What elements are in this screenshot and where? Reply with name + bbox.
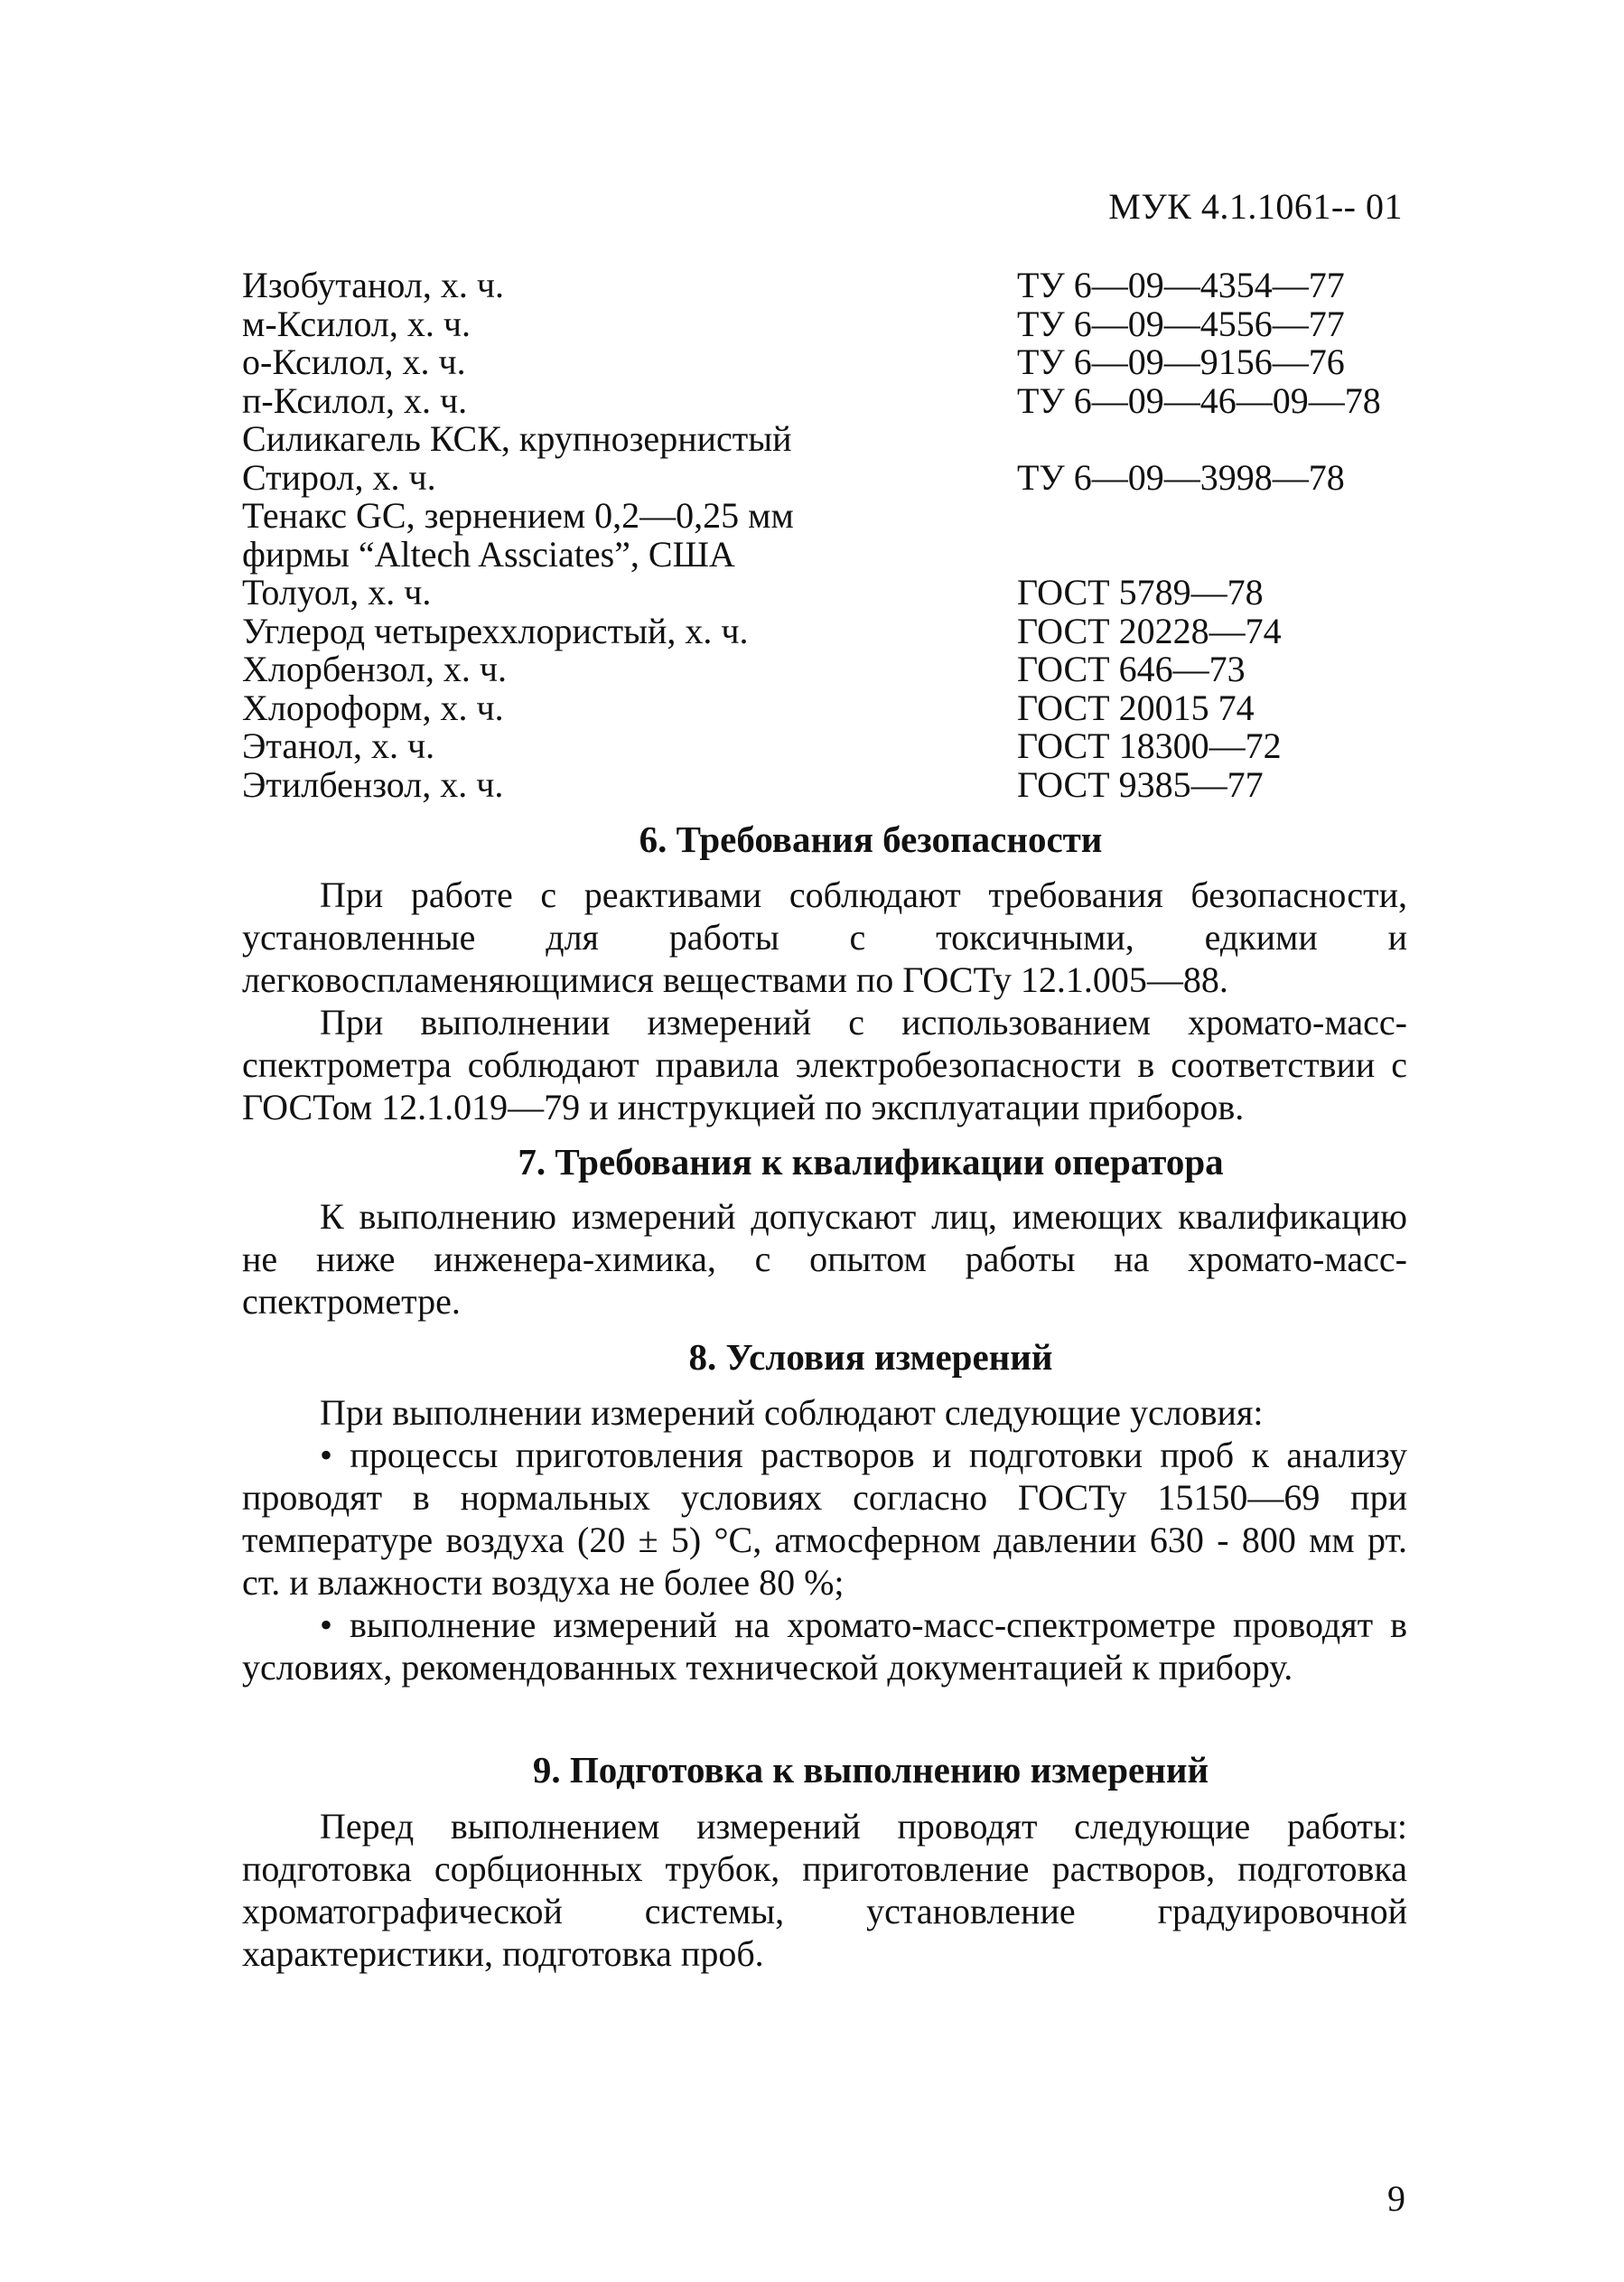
reagent-name: Толуол, х. ч.	[242, 572, 432, 613]
bullet-item: • процессы приготовления растворов и подготовки проб к анализу проводят в нормальных условиях согласно ГОСТу 15150—69 при температуре воздуха (20 ± 5) °С, атмосферном давлении 630 - 800 мм рт. ст. и влажности воздуха не более 80 %;	[242, 1435, 1407, 1603]
reagent-spec: ТУ 6—09—9156—76	[1017, 341, 1345, 382]
reagent-name: Тенакс GC, зернением 0,2—0,25 мм	[242, 495, 794, 536]
reagent-name: Стирол, х. ч.	[242, 456, 436, 498]
reagent-name: Изобутанол, х. ч.	[242, 265, 504, 305]
reagent-row	[242, 610, 1416, 651]
page-number: 9	[1387, 2178, 1405, 2219]
reagent-name: о-Ксилол, х. ч.	[242, 341, 466, 382]
section-heading-8: 8. Условия измерений	[688, 1336, 1053, 1378]
reagent-row	[242, 497, 1416, 536]
section-6-body	[242, 874, 1407, 1128]
reagent-name: м-Ксилол, х. ч.	[242, 303, 471, 344]
section-heading-9: 9. Подготовка к выполнению измерений	[532, 1749, 1209, 1791]
reagent-row	[242, 727, 1416, 766]
reagent-row	[242, 305, 1416, 344]
reagent-name: Этанол, х. ч.	[242, 725, 435, 766]
reagent-name: п-Ксилол, х. ч.	[242, 379, 468, 421]
reagent-row	[242, 456, 1416, 498]
section-7-body	[242, 1195, 1407, 1323]
reagent-row	[242, 343, 1416, 382]
section-8-body	[242, 1391, 1407, 1688]
paragraph: Перед выполнением измерений проводят следующие работы: подготовка сорбционных трубок, приготовление растворов, подготовка хроматографической системы, установление градуировочной характеристики, подготовка проб.	[242, 1806, 1407, 1974]
reagent-spec: ТУ 6—09—46—09—78	[1017, 379, 1381, 421]
reagent-name: Хлорбензол, х. ч.	[242, 649, 507, 689]
reagent-row	[242, 650, 1416, 689]
reagent-name: Этилбензол, х. ч.	[242, 763, 504, 805]
paragraph: При выполнении измерений соблюдают следующие условия:	[320, 1392, 1264, 1433]
reagent-spec: ГОСТ 646—73	[1017, 649, 1246, 689]
reagent-row	[242, 533, 1416, 575]
paragraph: К выполнению измерений допускают лиц, имеющих квалификацию не ниже инженера-химика, с опытом работы на хромато-масс-спектрометре.	[242, 1196, 1407, 1322]
reagent-spec: ГОСТ 20015 74	[1017, 687, 1255, 728]
reagent-row	[242, 574, 1416, 613]
reagent-spec: ГОСТ 18300—72	[1017, 725, 1282, 766]
reagent-spec: ТУ 6—09—3998—78	[1017, 456, 1345, 498]
reagent-row	[242, 763, 1416, 805]
reagent-spec: ГОСТ 5789—78	[1017, 572, 1264, 613]
reagent-spec: ТУ 6—09—4354—77	[1017, 265, 1345, 305]
paragraph: При работе с реактивами соблюдают требования безопасности, установленные для работы с токсичными, едкими и легковоспламеняющимися веществами по ГОСТу 12.1.005—88.	[242, 874, 1407, 1000]
section-heading-6: 6. Требования безопасности	[639, 818, 1103, 860]
reagent-name: Хлороформ, х. ч.	[242, 687, 504, 728]
reagent-spec: ГОСТ 20228—74	[1017, 610, 1282, 651]
reagent-row	[242, 420, 1416, 459]
section-heading-7: 7. Требования к квалификации оператора	[518, 1141, 1224, 1183]
reagent-row	[242, 267, 1416, 305]
bullet-item: • выполнение измерений на хромато-масс-спектрометре проводят в условиях, рекомендованных технической документацией к прибору.	[242, 1604, 1407, 1688]
reagent-row	[242, 379, 1416, 421]
reagent-row	[242, 689, 1416, 728]
paragraph: При выполнении измерений с использованием хромато-масс-спектрометра соблюдают правила электробезопасности в соответствии с ГОСТом 12.1.019—79 и инструкцией по эксплуатации приборов.	[242, 1002, 1407, 1127]
reagent-name: Силикагель КСК, крупнозернистый	[242, 418, 792, 459]
reagent-spec: ТУ 6—09—4556—77	[1017, 303, 1345, 344]
section-9-body	[242, 1805, 1407, 1975]
reagent-list	[242, 267, 1416, 804]
document-code: МУК 4.1.1061-- 01	[1108, 186, 1403, 227]
reagent-spec: ГОСТ 9385—77	[1017, 763, 1264, 805]
reagent-name: Углерод четыреххлористый, х. ч.	[242, 610, 749, 651]
reagent-name: фирмы “Altech Assciates”, США	[242, 533, 735, 575]
